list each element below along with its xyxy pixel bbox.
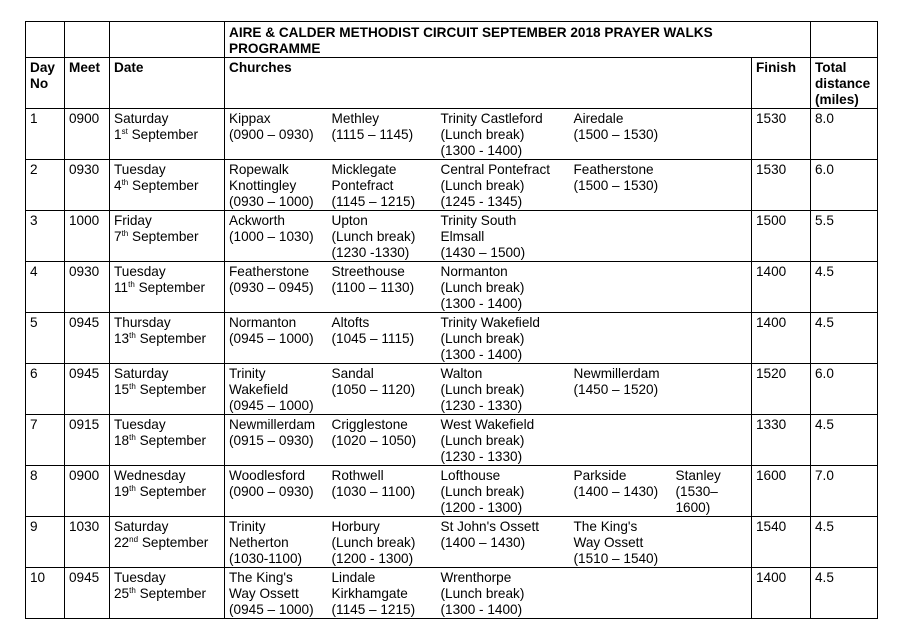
- church-stop-cell: [437, 415, 570, 466]
- church-stop-cell: [225, 262, 328, 313]
- church-stop-cell: [437, 211, 570, 262]
- church-stop-cell: [570, 364, 672, 415]
- church-stop-line: Parkside: [573, 468, 627, 483]
- church-stop-line: (1145 – 1215): [331, 602, 416, 617]
- church-stop-line: Pontefract: [331, 178, 394, 193]
- church-stop-cell: [570, 415, 672, 466]
- date-cell: [110, 160, 225, 211]
- date-cell: [110, 109, 225, 160]
- date-weekday: Thursday: [114, 315, 171, 330]
- church-stop-line: Streethouse: [331, 264, 405, 279]
- day-no-cell: 4: [26, 262, 65, 313]
- day-no-cell: 6: [26, 364, 65, 415]
- date-month: September: [139, 586, 207, 601]
- church-stop-line: (Lunch break): [440, 178, 525, 193]
- table-row: [26, 364, 878, 415]
- date-day-month: [114, 586, 220, 602]
- total-distance-cell: 4.5: [811, 262, 878, 313]
- church-stop-line: Newmillerdam: [573, 366, 660, 381]
- date-day-number: 7: [114, 229, 122, 244]
- church-stop-cell: [437, 364, 570, 415]
- date-day-month: [114, 127, 220, 143]
- date-weekday: Saturday: [114, 519, 169, 534]
- church-stop-cell: [225, 568, 328, 619]
- total-distance-cell: 8.0: [811, 109, 878, 160]
- date-cell: [110, 415, 225, 466]
- title-blank-cell: [26, 22, 65, 58]
- church-stop-line: 1600): [675, 500, 711, 515]
- total-distance-cell: 4.5: [811, 517, 878, 568]
- day-no-cell: 7: [26, 415, 65, 466]
- date-month: September: [132, 229, 199, 244]
- church-stop-cell: [672, 415, 752, 466]
- finish-time-cell: 1530: [752, 109, 811, 160]
- date-weekday: Tuesday: [114, 570, 166, 585]
- church-stop-line: (1230 - 1330): [440, 398, 523, 413]
- table-row: [26, 415, 878, 466]
- date-weekday: Tuesday: [114, 162, 166, 177]
- date-cell: [110, 211, 225, 262]
- date-day-number: 13: [114, 331, 130, 346]
- church-stop-cell: [672, 364, 752, 415]
- date-day-month: [114, 433, 220, 449]
- church-stop-cell: [225, 211, 328, 262]
- church-stop-line: Trinity: [229, 366, 266, 381]
- date-day-number: 4: [114, 178, 122, 193]
- date-day-month: [114, 535, 220, 551]
- church-stop-line: (1300 - 1400): [440, 296, 523, 311]
- church-stop-line: (Lunch break): [331, 229, 416, 244]
- date-cell: [110, 568, 225, 619]
- church-stop-cell: [672, 568, 752, 619]
- church-stop-cell: [437, 160, 570, 211]
- church-stop-line: Sandal: [331, 366, 374, 381]
- church-stop-line: St John's Ossett: [440, 519, 540, 534]
- header-finish: Finish: [752, 58, 811, 109]
- date-cell: [110, 466, 225, 517]
- church-stop-line: (1045 – 1115): [331, 331, 415, 346]
- date-weekday: Saturday: [114, 366, 169, 381]
- church-stop-cell: [672, 160, 752, 211]
- finish-time-cell: 1530: [752, 160, 811, 211]
- church-stop-line: Airedale: [573, 111, 624, 126]
- date-day-month: [114, 382, 220, 398]
- table-title: AIRE & CALDER METHODIST CIRCUIT SEPTEMBER 2018 PRAYER WALKS PROGRAMME: [225, 22, 811, 58]
- church-stop-line: (Lunch break): [440, 127, 525, 142]
- total-distance-cell: 7.0: [811, 466, 878, 517]
- church-stop-line: (1300 - 1400): [440, 143, 523, 158]
- day-no-cell: 10: [26, 568, 65, 619]
- church-stop-line: Elmsall: [440, 229, 485, 244]
- finish-time-cell: 1400: [752, 262, 811, 313]
- meet-time-cell: 0945: [65, 364, 110, 415]
- church-stop-cell: [328, 415, 437, 466]
- church-stop-line: (0930 – 0945): [229, 280, 314, 295]
- meet-time-cell: 0900: [65, 466, 110, 517]
- date-month: September: [139, 331, 207, 346]
- church-stop-line: Rothwell: [331, 468, 384, 483]
- church-stop-line: Ropewalk: [229, 162, 289, 177]
- day-no-cell: 2: [26, 160, 65, 211]
- church-stop-cell: [437, 262, 570, 313]
- date-day-month: [114, 178, 220, 194]
- title-blank-cell: [110, 22, 225, 58]
- church-stop-line: West Wakefield: [440, 417, 535, 432]
- church-stop-cell: [437, 568, 570, 619]
- church-stop-line: (1400 – 1430): [573, 484, 659, 499]
- date-ordinal-suffix: th: [129, 586, 136, 595]
- date-ordinal-suffix: th: [121, 229, 129, 238]
- date-ordinal-suffix: th: [128, 280, 135, 289]
- date-month: September: [139, 382, 207, 397]
- finish-time-cell: 1400: [752, 568, 811, 619]
- date-day-month: [114, 331, 220, 347]
- church-stop-line: (1510 – 1540): [573, 551, 659, 566]
- church-stop-cell: [570, 109, 672, 160]
- date-ordinal-suffix: th: [121, 178, 129, 187]
- church-stop-line: Trinity: [229, 519, 266, 534]
- church-stop-line: (1530–: [675, 484, 718, 499]
- church-stop-cell: [570, 160, 672, 211]
- church-stop-cell: [570, 211, 672, 262]
- church-stop-line: (Lunch break): [440, 331, 525, 346]
- date-ordinal-suffix: nd: [129, 535, 139, 544]
- church-stop-line: The King's: [229, 570, 293, 585]
- table-row: [26, 262, 878, 313]
- church-stop-line: (1230 - 1330): [440, 449, 523, 464]
- church-stop-line: Kippax: [229, 111, 271, 126]
- church-stop-line: Kirkhamgate: [331, 586, 408, 601]
- date-ordinal-suffix: th: [129, 433, 136, 442]
- church-stop-line: (1000 – 1030): [229, 229, 314, 244]
- table-row: [26, 211, 878, 262]
- church-stop-cell: [672, 262, 752, 313]
- table-row: [26, 568, 878, 619]
- church-stop-line: Central Pontefract: [440, 162, 551, 177]
- meet-time-cell: 0945: [65, 568, 110, 619]
- table-row: [26, 313, 878, 364]
- church-stop-cell: [225, 313, 328, 364]
- church-stop-line: (0930 – 1000): [229, 194, 314, 209]
- church-stop-line: Upton: [331, 213, 368, 228]
- date-weekday: Tuesday: [114, 417, 166, 432]
- table-row: [26, 466, 878, 517]
- church-stop-line: (1200 - 1300): [331, 551, 414, 566]
- church-stop-cell: [570, 466, 672, 517]
- church-stop-line: Knottingley: [229, 178, 297, 193]
- church-stop-line: (1450 – 1520): [573, 382, 659, 397]
- finish-time-cell: 1520: [752, 364, 811, 415]
- church-stop-line: (1145 – 1215): [331, 194, 416, 209]
- day-no-cell: 5: [26, 313, 65, 364]
- prayer-walks-table: [25, 21, 878, 619]
- church-stop-line: (1100 – 1130): [331, 280, 415, 295]
- finish-time-cell: 1400: [752, 313, 811, 364]
- header-meet: Meet: [65, 58, 110, 109]
- church-stop-line: (0900 – 0930): [229, 127, 314, 142]
- church-stop-line: (1430 – 1500): [440, 245, 526, 260]
- church-stop-line: Normanton: [229, 315, 297, 330]
- date-month: September: [131, 127, 199, 142]
- church-stop-line: Way Ossett: [229, 586, 299, 601]
- day-no-cell: 1: [26, 109, 65, 160]
- total-distance-cell: 4.5: [811, 313, 878, 364]
- church-stop-cell: [437, 313, 570, 364]
- church-stop-cell: [328, 517, 437, 568]
- church-stop-line: Newmillerdam: [229, 417, 316, 432]
- date-day-number: 1: [114, 127, 122, 142]
- church-stop-line: Netherton: [229, 535, 289, 550]
- church-stop-line: Crigglestone: [331, 417, 408, 432]
- church-stop-cell: [328, 364, 437, 415]
- church-stop-cell: [328, 568, 437, 619]
- date-day-number: 11: [114, 280, 129, 295]
- date-cell: [110, 517, 225, 568]
- church-stop-line: Walton: [440, 366, 483, 381]
- total-distance-cell: 6.0: [811, 364, 878, 415]
- header-churches: Churches: [225, 58, 752, 109]
- table-row: [26, 160, 878, 211]
- church-stop-line: (Lunch break): [440, 382, 525, 397]
- church-stop-line: Wakefield: [229, 382, 289, 397]
- church-stop-line: (1500 – 1530): [573, 178, 659, 193]
- church-stop-cell: [225, 517, 328, 568]
- church-stop-cell: [672, 313, 752, 364]
- church-stop-line: (Lunch break): [440, 280, 525, 295]
- church-stop-line: (0945 – 1000): [229, 398, 314, 413]
- church-stop-cell: [570, 517, 672, 568]
- church-stop-line: Way Ossett: [573, 535, 644, 550]
- meet-time-cell: 0930: [65, 160, 110, 211]
- church-stop-cell: [570, 313, 672, 364]
- date-ordinal-suffix: th: [129, 484, 136, 493]
- date-month: September: [139, 433, 207, 448]
- meet-time-cell: 1030: [65, 517, 110, 568]
- total-distance-cell: 4.5: [811, 568, 878, 619]
- meet-time-cell: 1000: [65, 211, 110, 262]
- church-stop-cell: [225, 466, 328, 517]
- church-stop-line: Trinity South: [440, 213, 517, 228]
- church-stop-line: (1500 – 1530): [573, 127, 659, 142]
- meet-time-cell: 0930: [65, 262, 110, 313]
- date-cell: [110, 313, 225, 364]
- church-stop-line: Featherstone: [573, 162, 654, 177]
- church-stop-line: (1300 - 1400): [440, 347, 523, 362]
- table-row: [26, 109, 878, 160]
- church-stop-line: Trinity Castleford: [440, 111, 543, 126]
- church-stop-line: Ackworth: [229, 213, 285, 228]
- date-ordinal-suffix: th: [129, 382, 136, 391]
- date-day-number: 19: [114, 484, 130, 499]
- church-stop-line: Lofthouse: [440, 468, 501, 483]
- church-stop-cell: [328, 466, 437, 517]
- church-stop-line: Methley: [331, 111, 380, 126]
- date-month: September: [139, 484, 207, 499]
- church-stop-line: (1200 - 1300): [440, 500, 523, 515]
- church-stop-cell: [570, 568, 672, 619]
- church-stop-line: Wrenthorpe: [440, 570, 512, 585]
- church-stop-cell: [225, 415, 328, 466]
- date-day-month: [114, 280, 220, 296]
- date-day-number: 25: [114, 586, 130, 601]
- church-stop-line: (1230 -1330): [331, 245, 410, 260]
- date-weekday: Wednesday: [114, 468, 186, 483]
- church-stop-line: (1030-1100): [229, 551, 303, 566]
- total-distance-cell: 5.5: [811, 211, 878, 262]
- church-stop-cell: [328, 109, 437, 160]
- day-no-cell: 9: [26, 517, 65, 568]
- church-stop-cell: [437, 517, 570, 568]
- church-stop-cell: [225, 364, 328, 415]
- day-no-cell: 8: [26, 466, 65, 517]
- title-blank-cell: [811, 22, 878, 58]
- date-cell: [110, 262, 225, 313]
- church-stop-line: (Lunch break): [440, 484, 525, 499]
- church-stop-line: Normanton: [440, 264, 508, 279]
- title-blank-cell: [65, 22, 110, 58]
- header-total-distance: Total distance (miles): [811, 58, 878, 109]
- church-stop-line: Lindale: [331, 570, 376, 585]
- church-stop-cell: [672, 211, 752, 262]
- church-stop-line: (1020 – 1050): [331, 433, 417, 448]
- table-row: [26, 517, 878, 568]
- finish-time-cell: 1600: [752, 466, 811, 517]
- finish-time-cell: 1330: [752, 415, 811, 466]
- church-stop-line: (1030 – 1100): [331, 484, 416, 499]
- church-stop-line: (Lunch break): [331, 535, 416, 550]
- date-month: September: [132, 178, 199, 193]
- church-stop-cell: [225, 109, 328, 160]
- church-stop-cell: [328, 160, 437, 211]
- date-day-number: 22: [114, 535, 130, 550]
- church-stop-cell: [570, 262, 672, 313]
- church-stop-cell: [437, 466, 570, 517]
- church-stop-line: (0945 – 1000): [229, 331, 314, 346]
- church-stop-line: (0945 – 1000): [229, 602, 314, 617]
- day-no-cell: 3: [26, 211, 65, 262]
- church-stop-cell: [672, 109, 752, 160]
- header-day-no: Day No: [26, 58, 65, 109]
- church-stop-line: Horbury: [331, 519, 380, 534]
- finish-time-cell: 1500: [752, 211, 811, 262]
- church-stop-cell: [328, 211, 437, 262]
- meet-time-cell: 0945: [65, 313, 110, 364]
- church-stop-cell: [328, 313, 437, 364]
- church-stop-line: Micklegate: [331, 162, 397, 177]
- church-stop-line: (1050 – 1120): [331, 382, 416, 397]
- date-weekday: Tuesday: [114, 264, 166, 279]
- date-day-month: [114, 229, 220, 245]
- date-day-month: [114, 484, 220, 500]
- date-weekday: Friday: [114, 213, 152, 228]
- church-stop-cell: [672, 466, 752, 517]
- church-stop-cell: [328, 262, 437, 313]
- church-stop-line: Woodlesford: [229, 468, 306, 483]
- church-stop-line: Featherstone: [229, 264, 310, 279]
- date-day-number: 18: [114, 433, 130, 448]
- church-stop-line: (1115 – 1145): [331, 127, 414, 142]
- church-stop-line: (1300 - 1400): [440, 602, 523, 617]
- date-weekday: Saturday: [114, 111, 169, 126]
- total-distance-cell: 6.0: [811, 160, 878, 211]
- church-stop-line: (Lunch break): [440, 586, 525, 601]
- date-cell: [110, 364, 225, 415]
- church-stop-cell: [672, 517, 752, 568]
- meet-time-cell: 0900: [65, 109, 110, 160]
- church-stop-line: (1245 - 1345): [440, 194, 523, 209]
- church-stop-line: Trinity Wakefield: [440, 315, 540, 330]
- church-stop-line: (0915 – 0930): [229, 433, 314, 448]
- finish-time-cell: 1540: [752, 517, 811, 568]
- date-day-number: 15: [114, 382, 130, 397]
- header-date: Date: [110, 58, 225, 109]
- church-stop-line: (Lunch break): [440, 433, 525, 448]
- date-ordinal-suffix: th: [129, 331, 136, 340]
- church-stop-line: (0900 – 0930): [229, 484, 314, 499]
- meet-time-cell: 0915: [65, 415, 110, 466]
- total-distance-cell: 4.5: [811, 415, 878, 466]
- church-stop-line: Stanley: [675, 468, 721, 483]
- church-stop-line: The King's: [573, 519, 638, 534]
- church-stop-line: Altofts: [331, 315, 370, 330]
- church-stop-cell: [437, 109, 570, 160]
- date-month: September: [138, 280, 206, 295]
- church-stop-line: (1400 – 1430): [440, 535, 526, 550]
- date-ordinal-suffix: st: [121, 127, 128, 136]
- date-month: September: [141, 535, 209, 550]
- church-stop-cell: [225, 160, 328, 211]
